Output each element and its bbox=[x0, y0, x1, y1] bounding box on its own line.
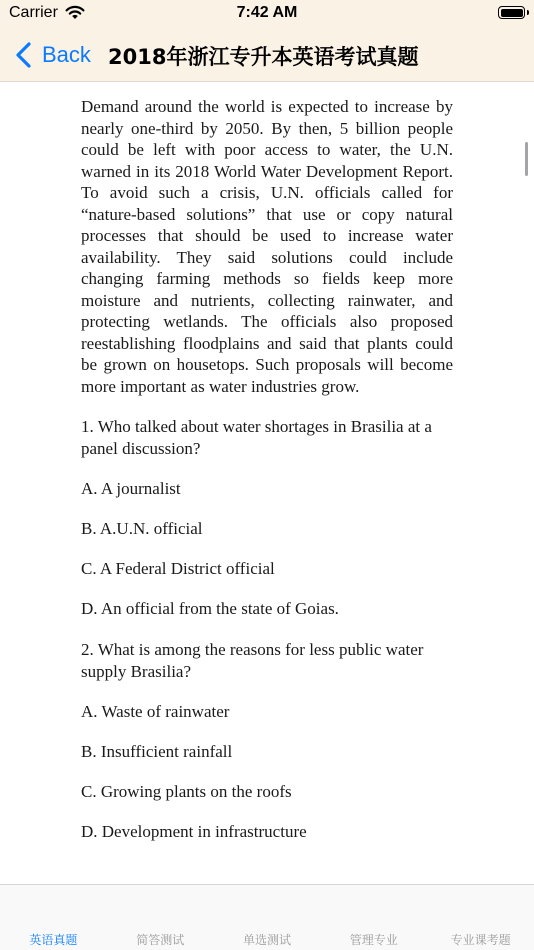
tab-label: 单选测试 bbox=[242, 933, 291, 947]
carrier-label: Carrier bbox=[9, 4, 58, 21]
page-title: 2018年浙江专升本英语考试真题 bbox=[108, 45, 419, 69]
question-text: 1. Who talked about water shortages in Brasilia at a panel discussion? bbox=[81, 417, 432, 458]
option-c[interactable]: C. A Federal District official bbox=[81, 559, 275, 578]
tab-label: 英语真题 bbox=[29, 933, 78, 947]
option-d[interactable]: D. Development in infrastructure bbox=[81, 822, 307, 841]
scroll-indicator[interactable] bbox=[525, 142, 528, 176]
status-time: 7:42 AM bbox=[236, 4, 298, 21]
tab-major-course-exams[interactable] bbox=[427, 885, 534, 950]
question-2 bbox=[81, 639, 453, 843]
option-d[interactable]: D. An official from the state of Goias. bbox=[81, 599, 339, 618]
status-bar bbox=[0, 0, 534, 28]
navigation-bar bbox=[0, 28, 534, 82]
tab-label: 管理专业 bbox=[349, 933, 398, 947]
option-c[interactable]: C. Growing plants on the roofs bbox=[81, 782, 292, 801]
question-1 bbox=[81, 416, 453, 620]
option-a[interactable]: A. Waste of rainwater bbox=[81, 702, 230, 721]
reading-passage: Demand around the world is expected to increase by nearly one-third by 2050. By then, 5 billion people could be left with poor access to water, the U.N. warned in its 2018 World Water Development Report. To avoid such a crisis, U.N. officials called for “nature-based solutions” that use or copy natural processes that should be used to increase water availability. They said solutions could include changing farming methods so fields keep more moisture and nutrients, collecting rainwater, and protecting wetlands. The officials also proposed reestablishing floodplains and said that plants could be grown on housetops. Such proposals will become more important as water industries grow. bbox=[81, 97, 453, 396]
tab-short-answer-test[interactable] bbox=[107, 885, 214, 950]
option-b[interactable]: B. A.U.N. official bbox=[81, 519, 203, 538]
back-button[interactable] bbox=[14, 38, 91, 72]
tab-management-major[interactable] bbox=[320, 885, 427, 950]
battery-icon bbox=[498, 6, 525, 19]
tab-label: 简答测试 bbox=[136, 933, 185, 947]
tab-bar bbox=[0, 884, 534, 950]
exam-content-scroll[interactable] bbox=[0, 82, 534, 884]
option-a[interactable]: A. A journalist bbox=[81, 479, 181, 498]
option-b[interactable]: B. Insufficient rainfall bbox=[81, 742, 233, 761]
chevron-left-icon bbox=[14, 41, 34, 69]
tab-single-choice-test[interactable] bbox=[214, 885, 321, 950]
exam-content bbox=[81, 96, 453, 843]
back-label: Back bbox=[42, 42, 91, 67]
tab-english-exams[interactable] bbox=[0, 885, 107, 950]
tab-label: 专业课考题 bbox=[450, 933, 511, 947]
question-text: 2. What is among the reasons for less public water supply Brasilia? bbox=[81, 640, 424, 681]
